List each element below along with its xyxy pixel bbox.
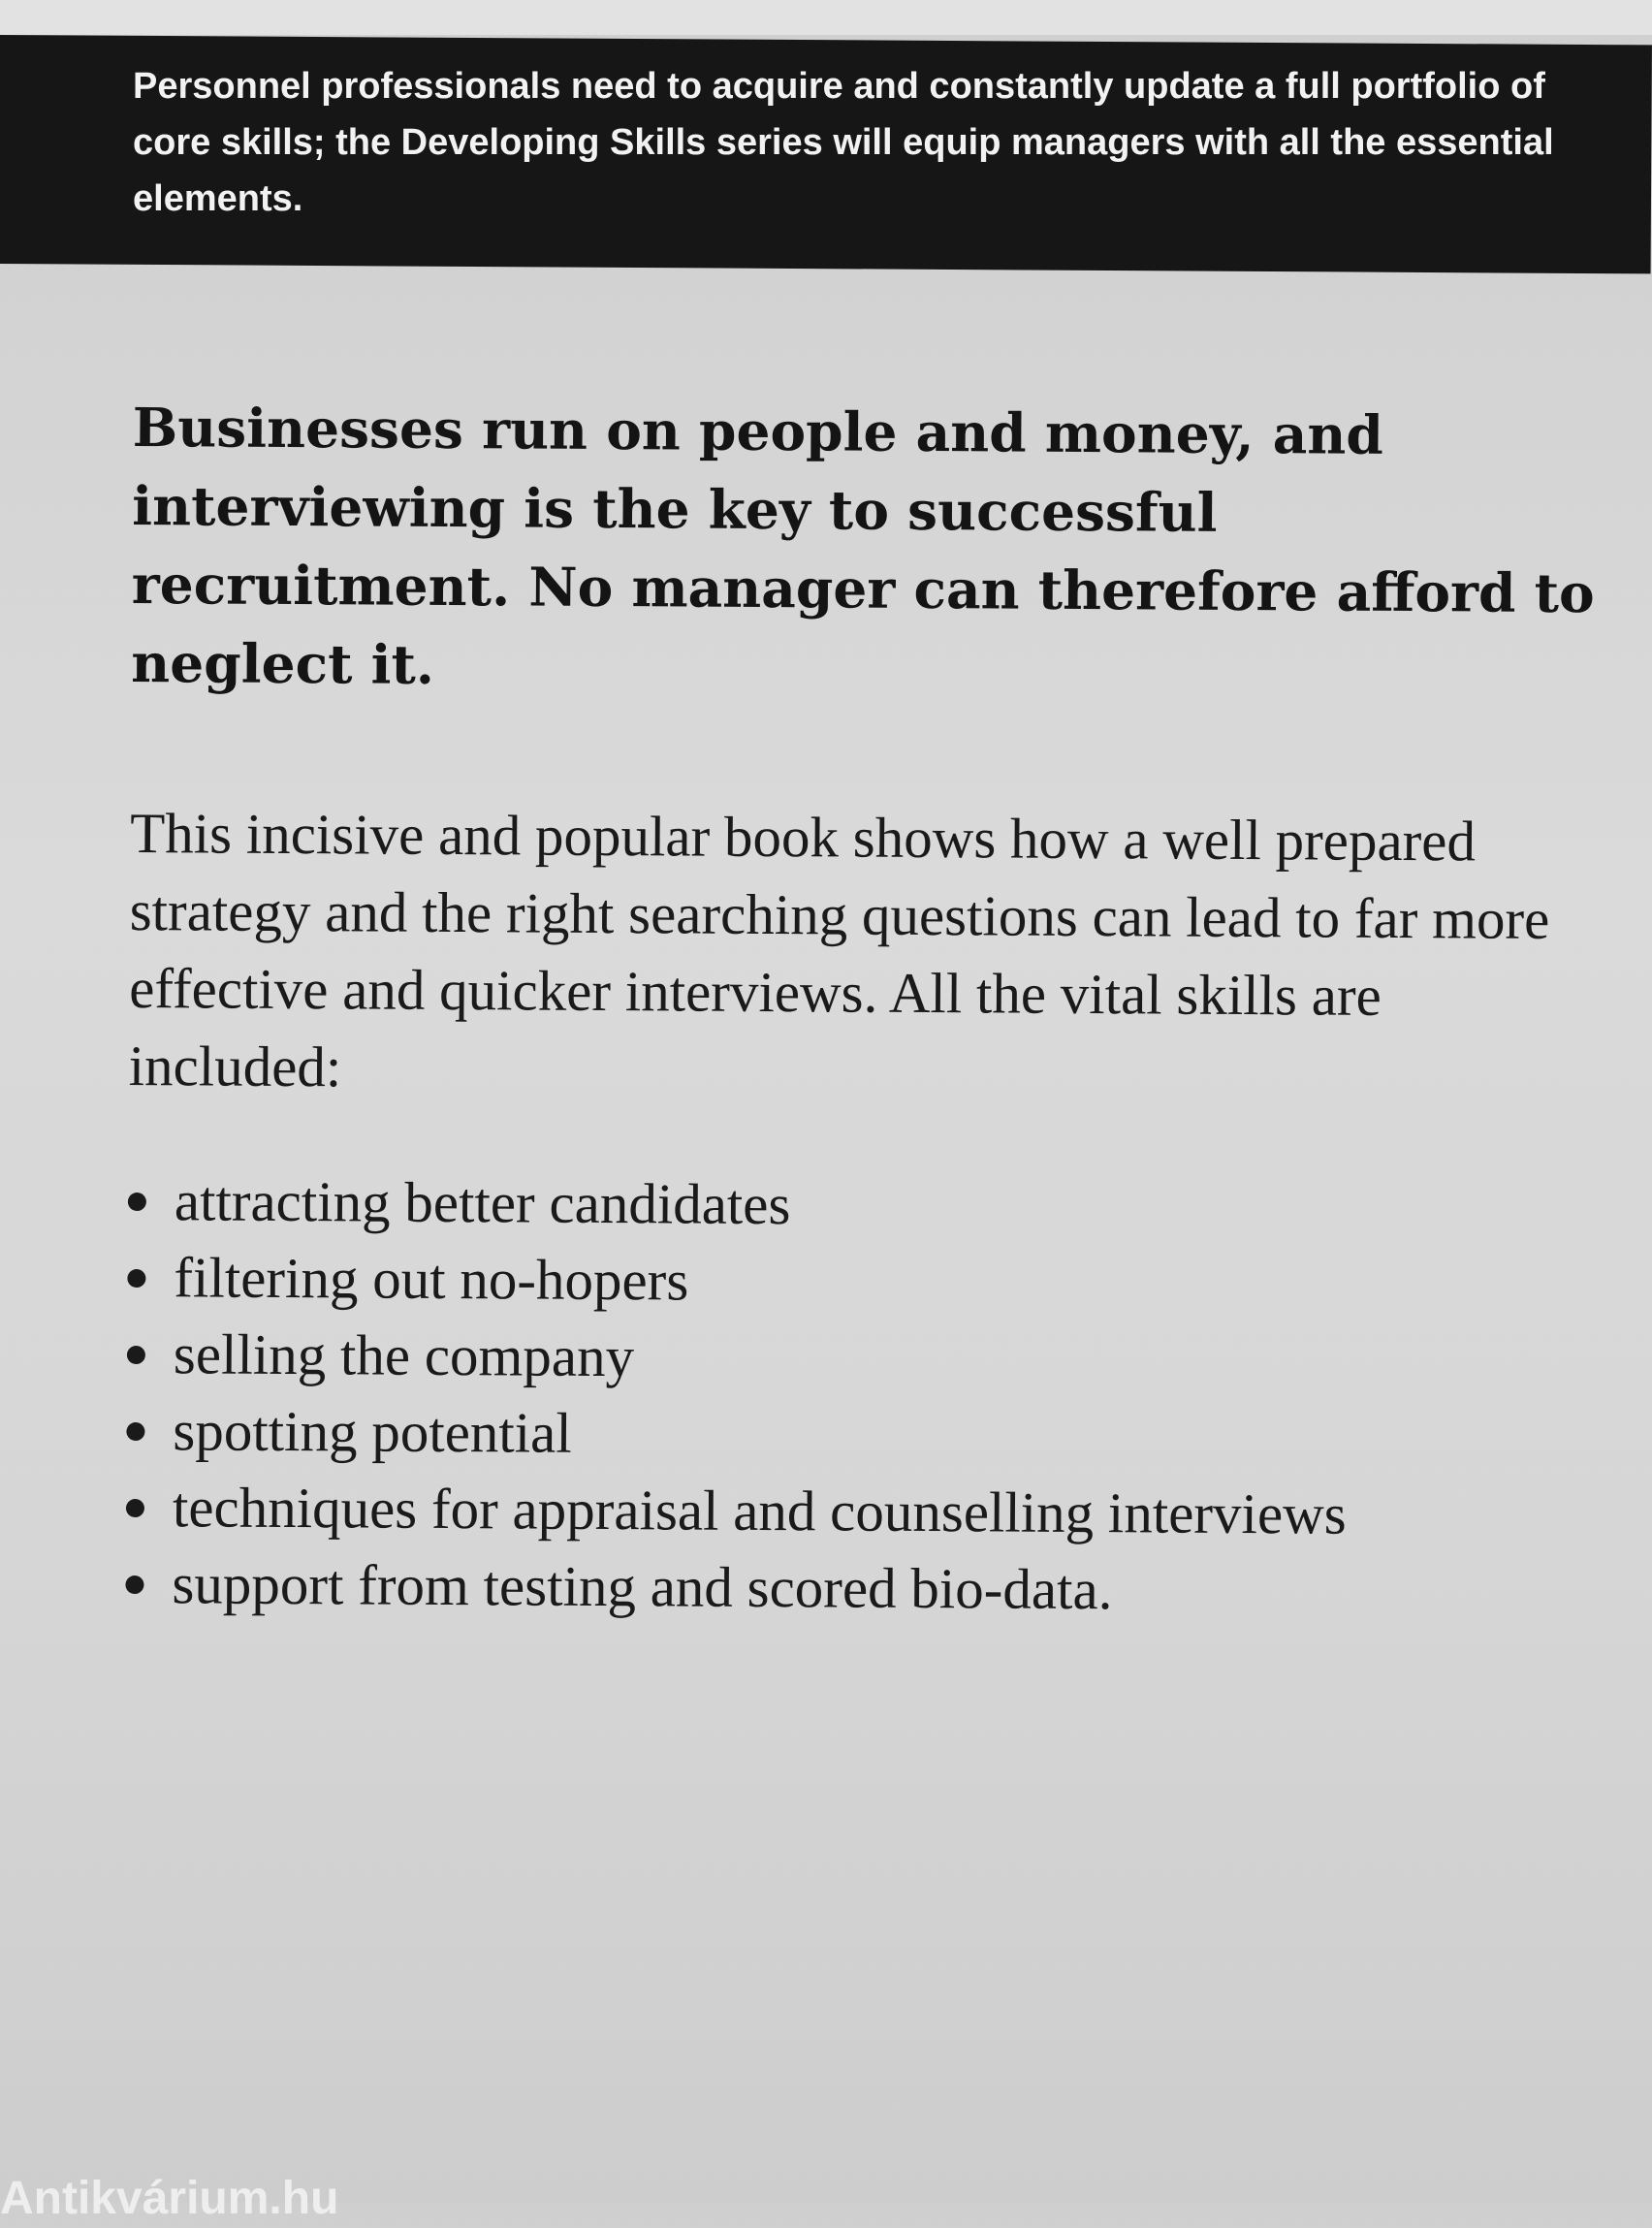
bullet-icon [128, 1193, 146, 1211]
cover-content [125, 388, 1606, 1631]
list-item [127, 1239, 1601, 1324]
list-item [127, 1316, 1601, 1401]
list-item [126, 1392, 1600, 1478]
bullet-icon [126, 1499, 144, 1517]
skill-label: selling the company [173, 1321, 635, 1389]
skills-list [125, 1162, 1602, 1631]
skill-label: filtering out no-hopers [174, 1245, 689, 1313]
skill-label: spotting potential [173, 1398, 572, 1465]
headline: Businesses run on people and money, and interviewing is the key to successful recruitment. No manager can therefore afford to neglect it. [131, 395, 1595, 696]
list-item [126, 1469, 1600, 1554]
description: This incisive and popular book shows how a well prepared strategy and the right searching questions can lead to far more effective and quicker interviews. All the vital skills are included: [128, 800, 1550, 1099]
skill-label: techniques for appraisal and counselling interviews [172, 1475, 1347, 1546]
watermark: Antikvárium.hu [0, 2173, 339, 2224]
bullet-icon [127, 1269, 145, 1288]
skill-label: support from testing and scored bio-data. [172, 1551, 1113, 1622]
bullet-icon [126, 1422, 144, 1441]
series-banner-text: Personnel professionals need to acquire and constantly update a full portfolio of core skills; the Developing Skills series will equip managers with all the essential elements. [133, 66, 1554, 219]
bullet-icon [125, 1576, 143, 1594]
list-item [125, 1545, 1599, 1631]
skill-label: attracting better candidates [174, 1168, 791, 1237]
bullet-icon [127, 1346, 145, 1364]
top-edge [0, 0, 1652, 35]
list-item [128, 1162, 1602, 1248]
